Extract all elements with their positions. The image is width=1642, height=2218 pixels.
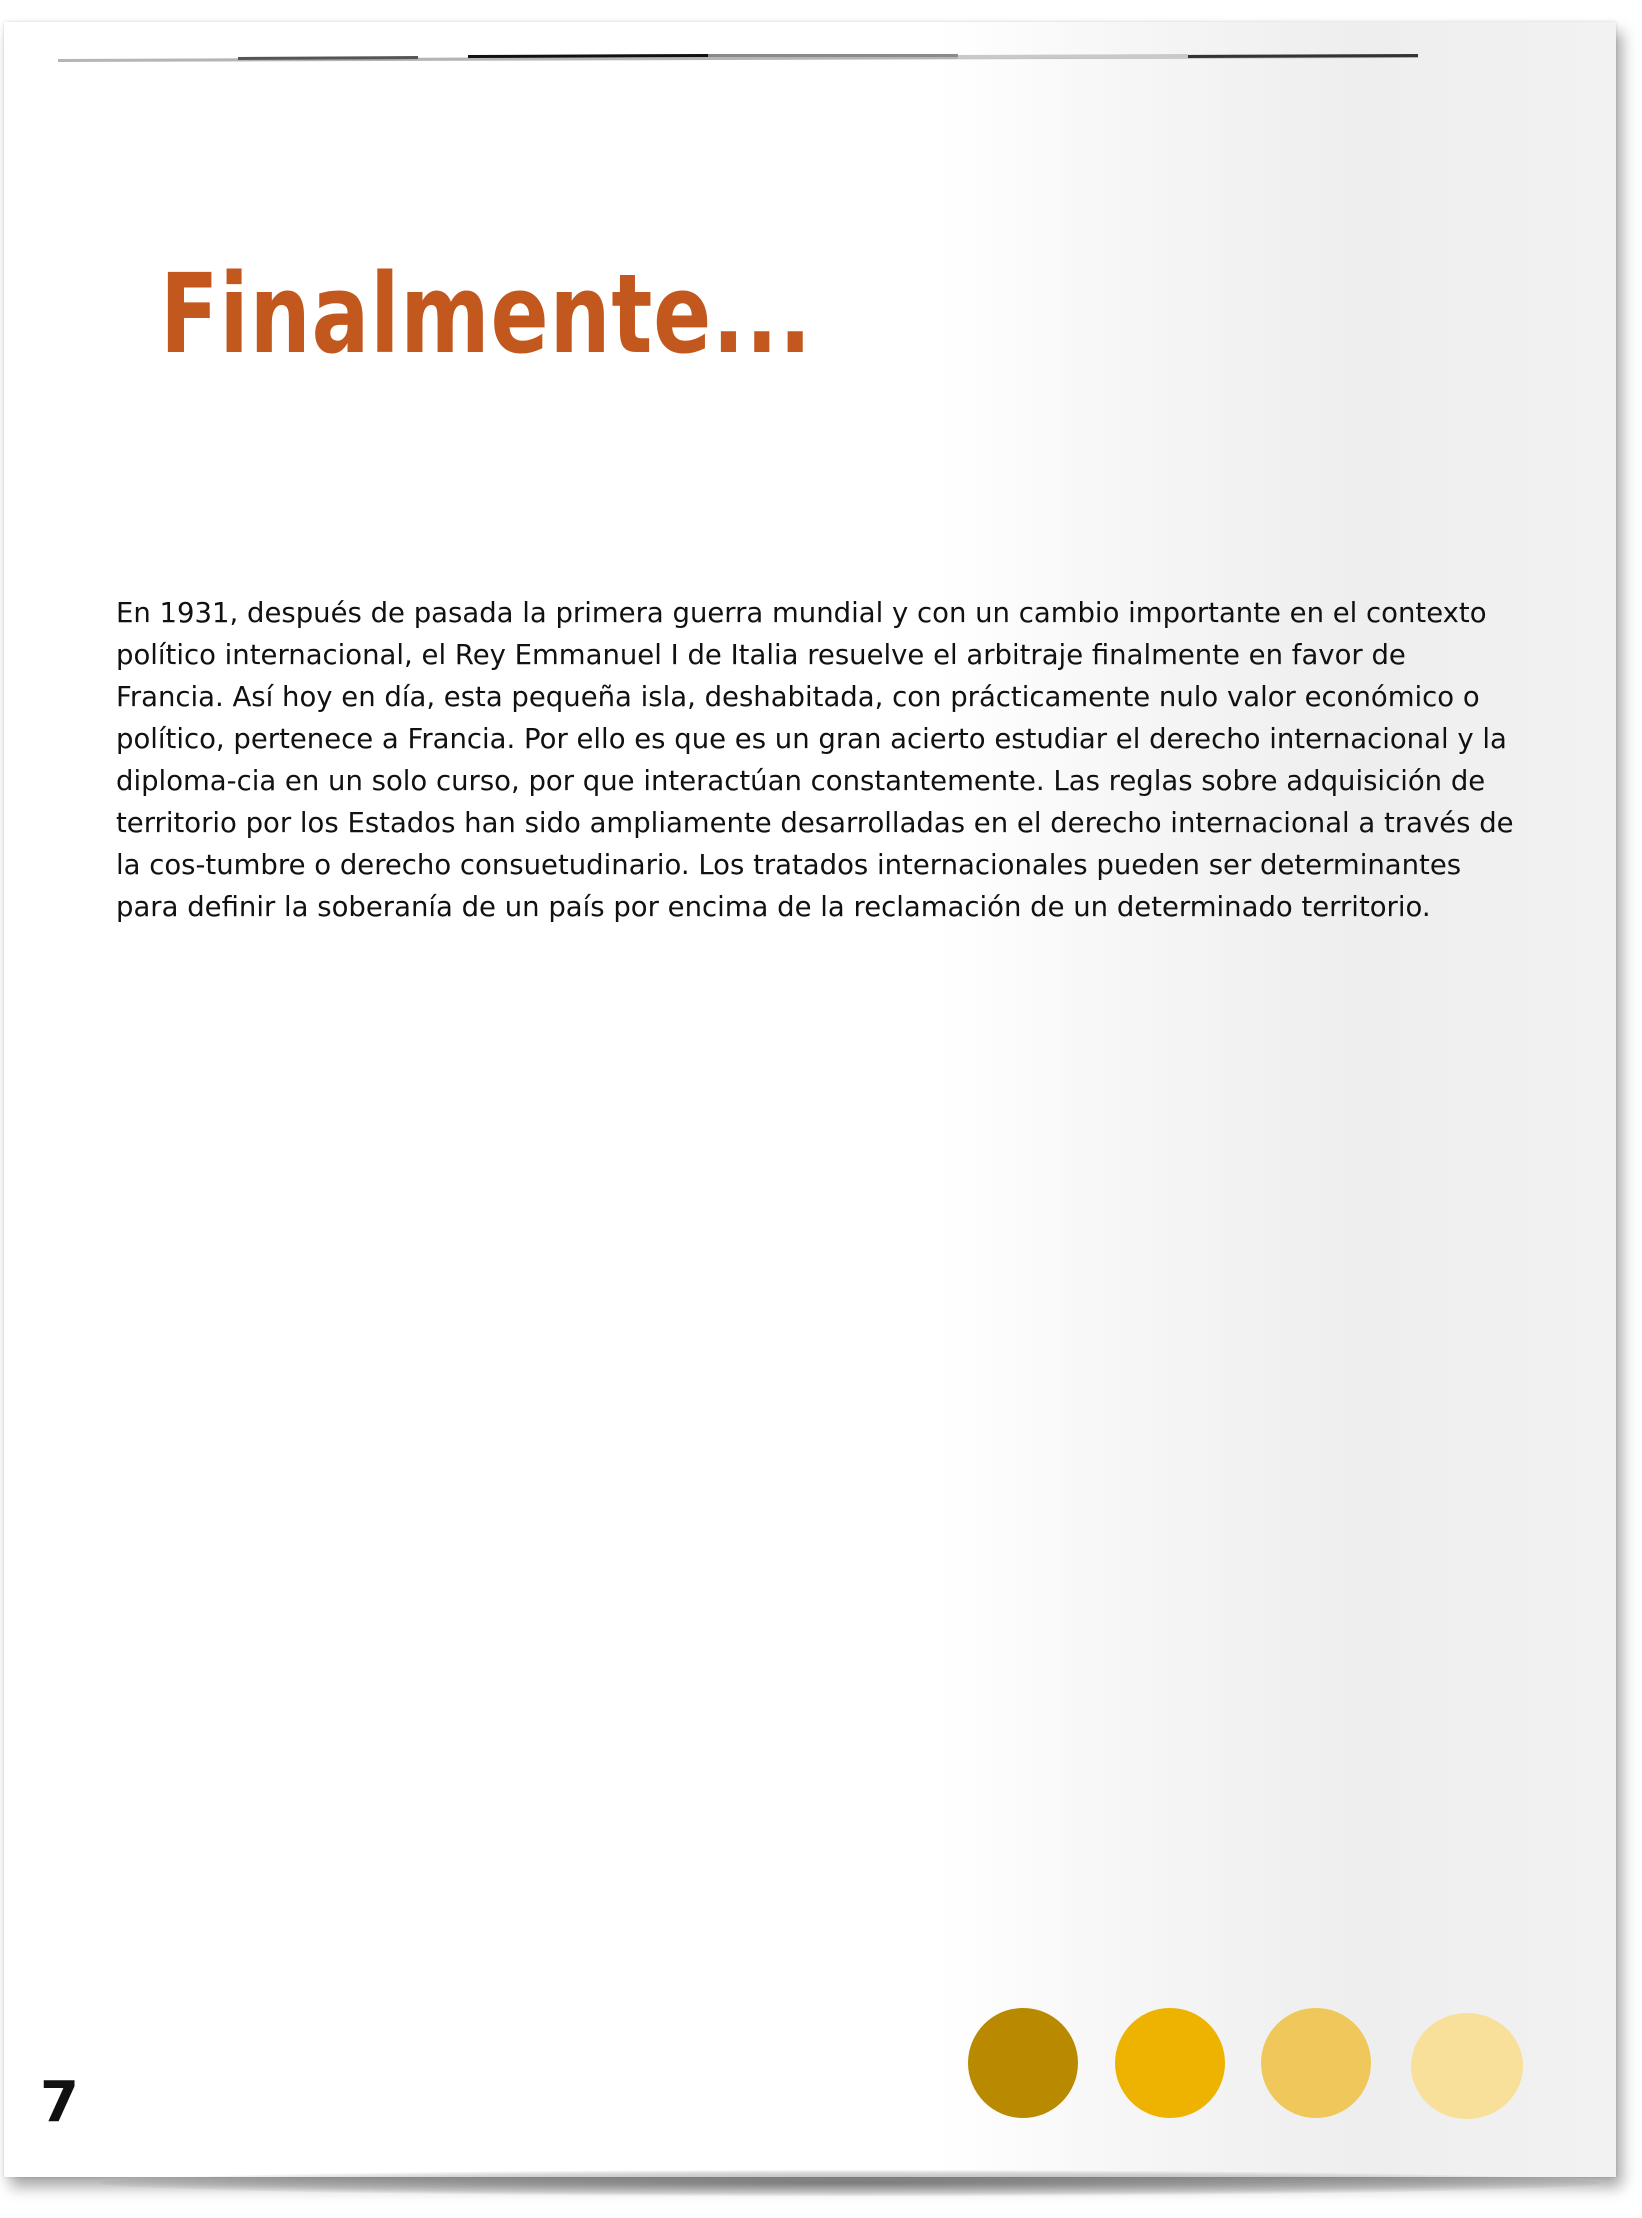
decorative-dot-1 — [968, 2008, 1078, 2118]
decorative-dot-2 — [1115, 2008, 1225, 2118]
top-decorative-rule — [58, 50, 1418, 62]
decorative-dot-4 — [1411, 2013, 1523, 2119]
body-paragraph: En 1931, después de pasada la primera guerra mundial y con un cambio importante en el contexto político internacional, el Rey Emmanuel I de Italia resuelve el arbitraje finalmente en favor de Francia. Así hoy en día, esta pequeña isla, deshabitada, con prácticamente nulo valor económico o político, pertenece a Francia. Por ello es que es un gran acierto estudiar el derecho internacional y la diploma-cia en un solo curso, por que interactúan constantemente. Las reglas sobre adquisición de territorio por los Estados han sido ampliamente desarrolladas en el derecho internacional a través de la cos-tumbre o derecho consuetudinario. Los tratados internacionales pueden ser determinantes para definir la soberanía de un país por encima de la reclamación de un determinado territorio. — [116, 597, 1514, 923]
decorative-dot-3 — [1261, 2008, 1371, 2118]
page-title: Finalmente... — [160, 250, 813, 378]
page-shadow — [100, 2170, 1600, 2196]
page-number: 7 — [40, 2070, 79, 2135]
